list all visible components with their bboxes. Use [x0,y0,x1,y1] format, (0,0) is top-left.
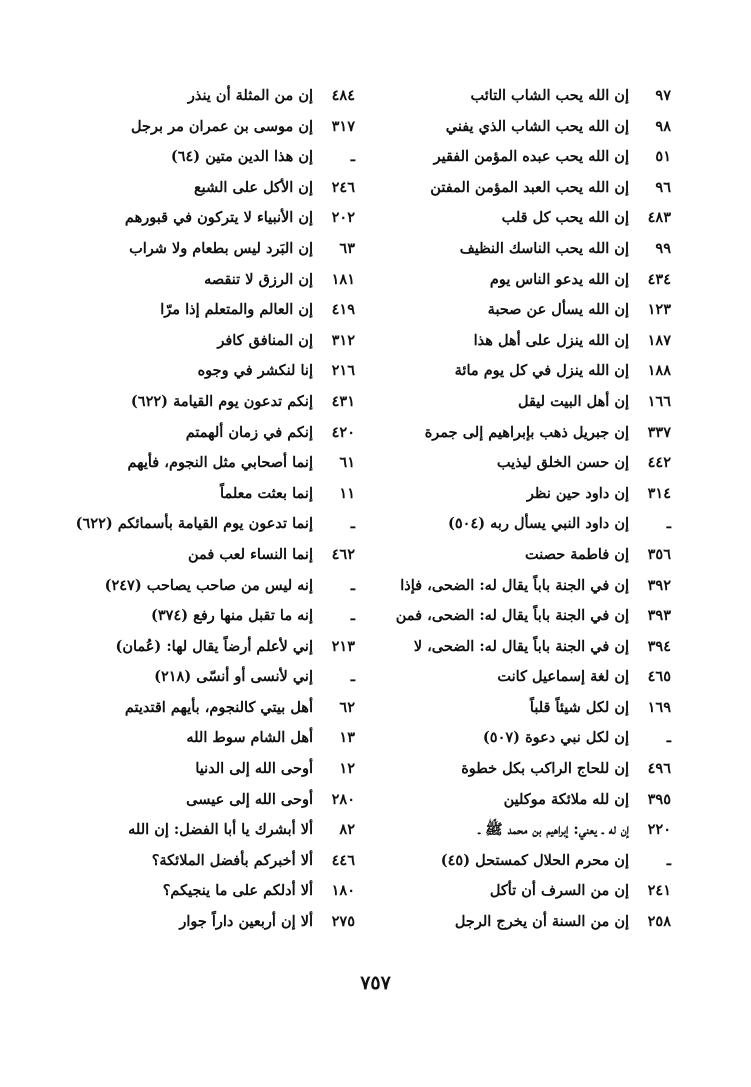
entry-reference-number: ٦٣ [339,239,355,257]
index-entry [371,632,671,663]
entry-reference-number: ١٦٩ [647,698,671,716]
entry-reference-number: ٣١٢ [331,331,355,349]
index-entry [55,815,355,846]
entry-text: ألا أدلكم على ما ينجيكم؟ [162,882,313,900]
index-entry [55,356,355,387]
entry-reference-number: ١٨٧ [647,331,671,349]
entry-text: إن العالم والمتعلم إذا مرّا [160,301,313,319]
entry-text: إن داود النبي يسأل ربه (٥٠٤) [448,515,629,533]
index-entry [55,785,355,816]
entry-reference-number: ـ [350,148,355,166]
entry-reference-number: ٢١٣ [331,637,355,655]
entry-text: إن الأنبياء لا يتركون في قبورهم [124,209,313,227]
entry-reference-number: ٣١٤ [647,484,671,502]
entry-reference-number: ٤٣٤ [647,270,671,288]
entry-reference-number: ٣٣٧ [647,423,671,441]
index-entry [371,356,671,387]
entry-text: أهل بيتي كالنجوم، بأيهم اقتديتم [124,698,313,716]
entry-text: إن الله يحب الشاب التائب [470,87,629,104]
index-entry [55,907,355,938]
entry-text: إنكم في زمان ألهمتم [185,423,313,441]
index-entry [55,326,355,357]
index-entry [55,662,355,693]
entry-reference-number: ٨٢ [339,821,355,839]
entry-text: إنه ليس من صاحب يصاحب (٢٤٧) [104,576,313,594]
entry-reference-number: ـ [350,668,355,686]
entry-reference-number: ـ [666,515,671,533]
entry-reference-number: ٢٢٠ [647,821,671,839]
page-number: ٧٥٧ [360,972,391,994]
entry-reference-number: ٣١٧ [331,117,355,135]
index-entry [371,112,671,143]
entry-reference-number: ـ [350,515,355,533]
entry-text: إن المنافق كافر [217,331,313,349]
entry-reference-number: ٤٦٢ [331,545,355,563]
index-entry [371,723,671,754]
index-entry [371,387,671,418]
entry-text: ألا أبشرك يا أبا الفضل: إن الله [128,821,313,839]
entry-text: إن من السرف أن تأكل [489,882,629,900]
index-entry [55,173,355,204]
entry-reference-number: ٦١ [339,454,355,472]
index-entry [371,785,671,816]
entry-reference-number: ١٨١ [331,270,355,288]
entry-reference-number: ١٨٠ [331,882,355,900]
index-entry [55,632,355,663]
index-entry [371,142,671,173]
entry-text: إن الله يحب الشاب الذي يفني [445,117,629,135]
entry-reference-number: ٤٦٥ [647,668,671,686]
entry-reference-number: ٤٨٤ [331,87,355,104]
entry-text: إنما النساء لعب فمن [187,545,313,563]
entry-text: إن من السنة أن يخرج الرجل [454,913,629,931]
index-entry [371,540,671,571]
entry-reference-number: ٤١٩ [331,301,355,319]
index-entry [371,509,671,540]
entry-text: ألا إن أربعين داراً جوار [179,913,313,931]
entry-reference-number: ٢٤٦ [331,178,355,196]
index-entry [55,203,355,234]
entry-text: إن لكل نبي دعوة (٥٠٧) [482,729,629,747]
index-entry [55,418,355,449]
entry-text: إن في الجنة باباً يقال له: الضحى، فمن [395,607,629,625]
entry-reference-number: ٢٠٢ [331,209,355,227]
entry-text: ألا أخبركم بأفضل الملائكة؟ [151,851,313,869]
entry-reference-number: ٤٨٣ [647,209,671,227]
entry-text: إن الله يحب الناسك النظيف [459,239,629,257]
entry-reference-number: ٣٩٣ [647,607,671,625]
index-entry [55,295,355,326]
index-entry [55,387,355,418]
entry-text: إن محرم الحلال كمستحل (٤٥) [440,851,629,869]
index-entry [371,693,671,724]
index-entry [371,203,671,234]
entry-reference-number: ٣٩٤ [647,637,671,655]
index-entry [371,815,671,846]
index-entry [371,571,671,602]
index-entry [371,234,671,265]
entry-reference-number: ـ [350,607,355,625]
index-entry [55,846,355,877]
index-entry [371,265,671,296]
entry-reference-number: ٩٩ [655,239,671,257]
entry-text: إن الله يحب العبد المؤمن المفتن [430,178,629,196]
index-entry [371,876,671,907]
entry-reference-number: ـ [350,576,355,594]
entry-reference-number: ـ [666,729,671,747]
index-entry [55,723,355,754]
entry-text: إن الله يحب كل قلب [501,209,629,227]
entry-text: إن لغة إسماعيل كانت [497,668,629,686]
entry-text: إن للحاج الراكب بكل خطوة [461,760,629,778]
entry-text: إن الله يسأل عن صحبة [487,301,629,319]
entry-text: إن الرزق لا تنقصه [204,270,313,288]
index-entry [55,142,355,173]
entry-reference-number: ـ [666,851,671,869]
index-entry [55,265,355,296]
index-entry [371,418,671,449]
entry-reference-number: ٢٨٠ [331,790,355,808]
entry-text: إن البَرد ليس بطعام ولا شراب [129,239,313,257]
index-entry [371,81,671,112]
index-entry [55,540,355,571]
entry-reference-number: ٤٣١ [331,392,355,410]
index-entry [55,876,355,907]
index-entry [55,112,355,143]
entry-text: إن له ـ يعني: إبراهيم بن محمد ﷺ ـ [478,821,629,839]
entry-text: إنما بعثت معلماً [220,484,313,502]
index-entry [55,571,355,602]
entry-reference-number: ٤٢٠ [331,423,355,441]
entry-reference-number: ٢٤١ [647,882,671,900]
entry-text: إنه ما تقبل منها رفع (٣٧٤) [151,607,313,625]
index-entry [55,479,355,510]
entry-text: إن الله يحب عبده المؤمن الفقير [433,148,629,166]
index-entry [371,448,671,479]
index-entry [371,173,671,204]
entry-reference-number: ٣٩٥ [647,790,671,808]
index-entry [371,846,671,877]
left-index-column [55,81,355,938]
entry-text: إنما أصحابي مثل النجوم، فأيهم [127,454,313,472]
entry-reference-number: ١٨٨ [647,362,671,380]
entry-reference-number: ٤٤٢ [647,454,671,472]
entry-reference-number: ٣٩٢ [647,576,671,594]
index-entry [371,601,671,632]
entry-text: إن موسى بن عمران مر برجل [131,117,313,135]
index-entry [55,601,355,632]
entry-reference-number: ١٢٣ [647,301,671,319]
entry-reference-number: ٦٢ [339,698,355,716]
entry-reference-number: ٢١٦ [331,362,355,380]
index-entry [371,754,671,785]
entry-text: إنكم تدعون يوم القيامة (٦٢٢) [130,392,313,410]
entry-text: إن الأكل على الشبع [193,178,313,196]
entry-text: إن لله ملائكة موكلين [503,790,629,808]
entry-reference-number: ١١ [339,484,355,502]
index-entry [371,295,671,326]
index-entry [371,907,671,938]
index-entry [55,448,355,479]
entry-text: إني لأنسى أو أنسّى (٢١٨) [154,668,313,686]
entry-text: إن فاطمة حصنت [525,545,629,563]
entry-text: إن لكل شيئاً قلباً [529,698,629,716]
entry-reference-number: ٩٨ [655,117,671,135]
entry-text: إن حسن الخلق ليذيب [496,454,629,472]
entry-reference-number: ٢٥٨ [647,913,671,931]
entry-text: إن أهل البيت ليقل [517,392,629,410]
entry-text: إن الله يدعو الناس يوم [489,270,629,288]
entry-text: إن هذا الدين متين (٦٤) [170,148,313,166]
index-entry [55,509,355,540]
index-entry [55,81,355,112]
entry-text: أوحى الله إلى عيسى [186,790,313,808]
entry-reference-number: ٤٤٦ [331,851,355,869]
entry-reference-number: ١٢ [339,760,355,778]
entry-text: إنما تدعون يوم القيامة بأسمائكم (٦٢٢) [75,515,313,533]
entry-reference-number: ١٦٦ [647,392,671,410]
entry-reference-number: ٢٧٥ [331,913,355,931]
entry-reference-number: ٩٦ [655,178,671,196]
entry-text: إنا لنكشر في وجوه [197,362,313,380]
index-entry [371,479,671,510]
entry-reference-number: ٤٩٦ [647,760,671,778]
entry-text: إن الله ينزل في كل يوم مائة [454,362,629,380]
entry-text: إن في الجنة باباً يقال له: الضحى، لا [413,637,629,655]
index-entry [55,234,355,265]
entry-text: إن من المثلة أن ينذر [187,87,313,104]
entry-reference-number: ١٣ [339,729,355,747]
index-entry [371,326,671,357]
right-index-column [371,81,671,938]
entry-reference-number: ٩٧ [655,87,671,104]
index-entry [55,693,355,724]
entry-text: أوحى الله إلى الدنيا [195,760,313,778]
index-entry [371,662,671,693]
entry-text: أهل الشام سوط الله [186,729,313,747]
entry-reference-number: ٥١ [655,148,671,166]
entry-reference-number: ٣٥٦ [647,545,671,563]
entry-text: إني لأعلم أرضاً يقال لها: (عُمان) [115,637,313,655]
entry-text: إن في الجنة باباً يقال له: الضحى، فإذا [400,576,629,594]
index-entry [55,754,355,785]
entry-text: إن جبريل ذهب بإبراهيم إلى جمرة [424,423,629,441]
entry-text: إن داود حين نظر [526,484,629,502]
entry-text: إن الله ينزل على أهل هذا [473,331,629,349]
